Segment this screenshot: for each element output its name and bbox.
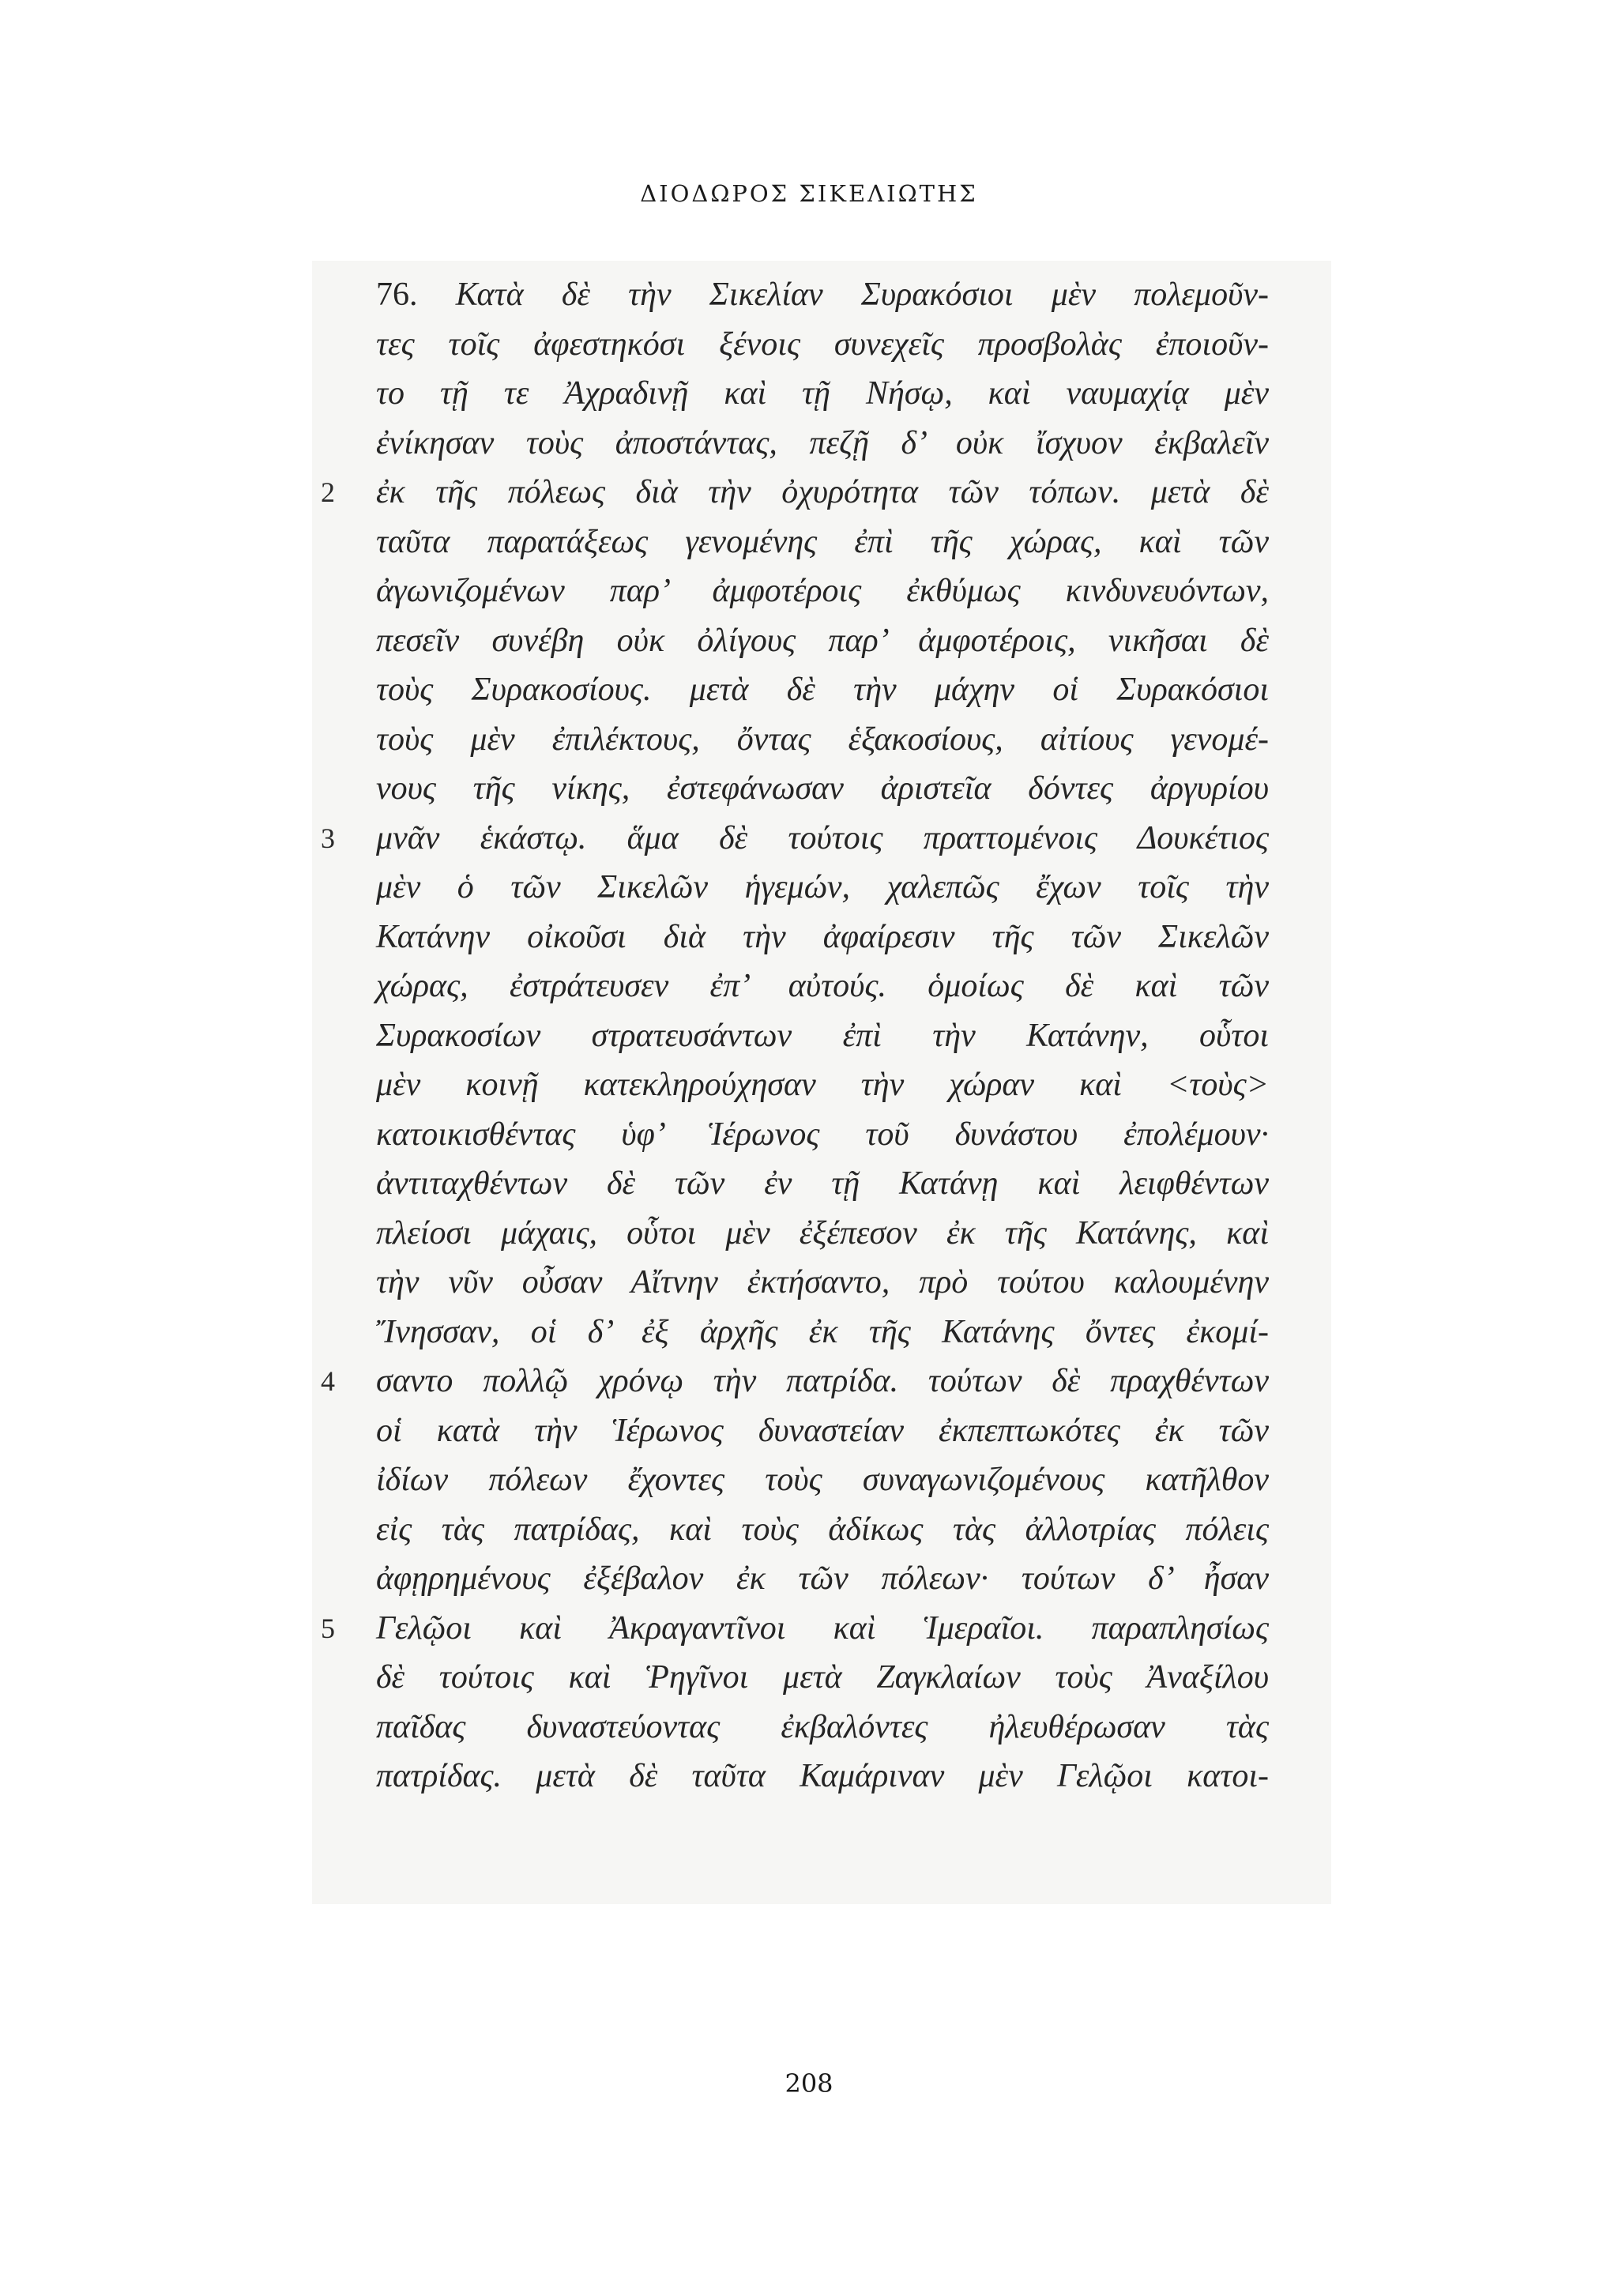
text-line (321, 468, 1269, 518)
text-line (321, 814, 1269, 864)
line-text: πεσεῖν συνέβη οὐκ ὀλίγους παρ’ ἀμφοτέροις, νικῆσαι δὲ (376, 622, 1269, 659)
text-line (376, 369, 1269, 419)
text-line (376, 320, 1269, 370)
line-text: παῖδας δυναστεύοντας ἐκβαλόντες ἠλευθέρωσαν τὰς (376, 1708, 1269, 1745)
text-line (376, 1752, 1269, 1801)
text-line (376, 1258, 1269, 1308)
section-number: 4 (321, 1365, 335, 1397)
line-text: ἀγωνιζομένων παρ’ ἀμφοτέροις ἐκθύμως κινδυνευόντων, (376, 573, 1269, 609)
line-text: Κατάνην οἰκοῦσι διὰ τὴν ἀφαίρεσιν τῆς τῶν Σικελῶν (376, 918, 1269, 955)
running-head: ΔΙΟΔΩΡΟΣ ΣΙΚΕΛΙΩΤΗΣ (640, 180, 978, 207)
line-text: το τῇ τε Ἀχραδινῇ καὶ τῇ Νήσῳ, καὶ ναυμαχίᾳ μὲν (376, 375, 1269, 412)
page-number: 208 (785, 2068, 833, 2098)
text-line (376, 1653, 1269, 1703)
line-text: ἐνίκησαν τοὺς ἀποστάντας, πεζῇ δ’ οὐκ ἴσχυον ἐκβαλεῖν (376, 424, 1269, 461)
line-text: τὴν νῦν οὖσαν Αἴτνην ἐκτήσαντο, πρὸ τούτου καλουμένην (376, 1264, 1269, 1300)
text-line (376, 1455, 1269, 1505)
text-line (376, 1703, 1269, 1752)
line-text: Κατὰ δὲ τὴν Σικελίαν Συρακόσιοι μὲν πολεμοῦν- (455, 277, 1269, 313)
section-number: 3 (321, 822, 335, 854)
text-line (321, 1357, 1269, 1406)
text-line (321, 1604, 1269, 1654)
line-text: μνᾶν ἑκάστῳ. ἅμα δὲ τούτοις πραττομένοις Δουκέτιος (376, 819, 1269, 856)
line-text: πατρίδας. μετὰ δὲ ταῦτα Καμάριναν μὲν Γελῷοι κατοι- (376, 1758, 1269, 1794)
line-text: Γελῷοι καὶ Ἀκραγαντῖνοι καὶ Ἱμεραῖοι. παραπλησίως (376, 1609, 1269, 1647)
line-text: νους τῆς νίκης, ἐστεφάνωσαν ἀριστεῖα δόντες ἀργυρίου (376, 770, 1269, 807)
line-content (376, 270, 1269, 320)
line-text: ταῦτα παρατάξεως γενομένης ἐπὶ τῆς χώρας, καὶ τῶν (376, 523, 1269, 560)
text-line (376, 1554, 1269, 1604)
text-line (376, 1110, 1269, 1160)
line-text: τοὺς Συρακοσίους. μετὰ δὲ τὴν μάχην οἱ Συρακόσιοι (376, 672, 1269, 708)
text-line (376, 1060, 1269, 1110)
section-number: 2 (321, 476, 335, 508)
text-line (376, 764, 1269, 814)
text-line (376, 270, 1269, 320)
text-line (376, 419, 1269, 469)
chapter-number: 76. (376, 277, 418, 313)
section-number: 5 (321, 1612, 335, 1644)
line-text: εἰς τὰς πατρίδας, καὶ τοὺς ἀδίκως τὰς ἀλλοτρίας πόλεις (376, 1511, 1269, 1548)
line-text: μὲν κοινῇ κατεκληρούχησαν τὴν χώραν καὶ <τοὺς> (376, 1067, 1269, 1103)
line-text: ἀντιταχθέντων δὲ τῶν ἐν τῇ Κατάνῃ καὶ λειφθέντων (376, 1165, 1269, 1202)
text-line (376, 1011, 1269, 1061)
text-line (376, 1308, 1269, 1357)
line-text: χώρας, ἐστράτευσεν ἐπ’ αὐτούς. ὁμοίως δὲ καὶ τῶν (376, 968, 1269, 1004)
text-line (376, 518, 1269, 567)
text-line (376, 715, 1269, 765)
line-text: κατοικισθέντας ὑφ’ Ἱέρωνος τοῦ δυνάστου ἐπολέμουν· (376, 1116, 1269, 1153)
line-text: δὲ τούτοις καὶ Ῥηγῖνοι μετὰ Ζαγκλαίων τοὺς Ἀναξίλου (376, 1659, 1269, 1696)
text-line (376, 665, 1269, 715)
text-line (376, 913, 1269, 962)
text-line (376, 863, 1269, 913)
line-text: οἱ κατὰ τὴν Ἱέρωνος δυναστείαν ἐκπεπτωκότες ἐκ τῶν (376, 1412, 1269, 1449)
line-text: ἰδίων πόλεων ἔχοντες τοὺς συναγωνιζομένους κατῆλθον (376, 1462, 1269, 1498)
text-line (376, 566, 1269, 616)
line-text: Συρακοσίων στρατευσάντων ἐπὶ τὴν Κατάνην, οὗτοι (376, 1017, 1269, 1054)
line-text: μὲν ὁ τῶν Σικελῶν ἡγεμών, χαλεπῶς ἔχων τοῖς τὴν (376, 869, 1269, 905)
line-text: Ἴνησσαν, οἱ δ’ ἐξ ἀρχῆς ἐκ τῆς Κατάνης ὄντες ἐκομί- (376, 1313, 1269, 1350)
line-text: τοὺς μὲν ἐπιλέκτους, ὄντας ἑξακοσίους, αἰτίους γενομέ- (376, 721, 1269, 758)
line-text: ἐκ τῆς πόλεως διὰ τὴν ὀχυρότητα τῶν τόπων. μετὰ δὲ (376, 474, 1269, 510)
text-line (376, 962, 1269, 1011)
text-line (376, 1159, 1269, 1209)
text-line (376, 616, 1269, 666)
text-line (376, 1505, 1269, 1555)
text-line (376, 1406, 1269, 1456)
line-text: τες τοῖς ἀφεστηκόσι ξένοις συνεχεῖς προσβολὰς ἐποιοῦν- (376, 326, 1269, 363)
text-line (376, 1209, 1269, 1259)
line-text: πλείοσι μάχαις, οὗτοι μὲν ἐξέπεσον ἐκ τῆς Κατάνης, καὶ (376, 1214, 1269, 1252)
line-text: σαντο πολλῷ χρόνῳ τὴν πατρίδα. τούτων δὲ πραχθέντων (376, 1363, 1269, 1399)
line-text: ἀφῃρημένους ἐξέβαλον ἐκ τῶν πόλεων· τούτων δ’ ἦσαν (376, 1560, 1269, 1597)
body-text (321, 270, 1269, 1801)
